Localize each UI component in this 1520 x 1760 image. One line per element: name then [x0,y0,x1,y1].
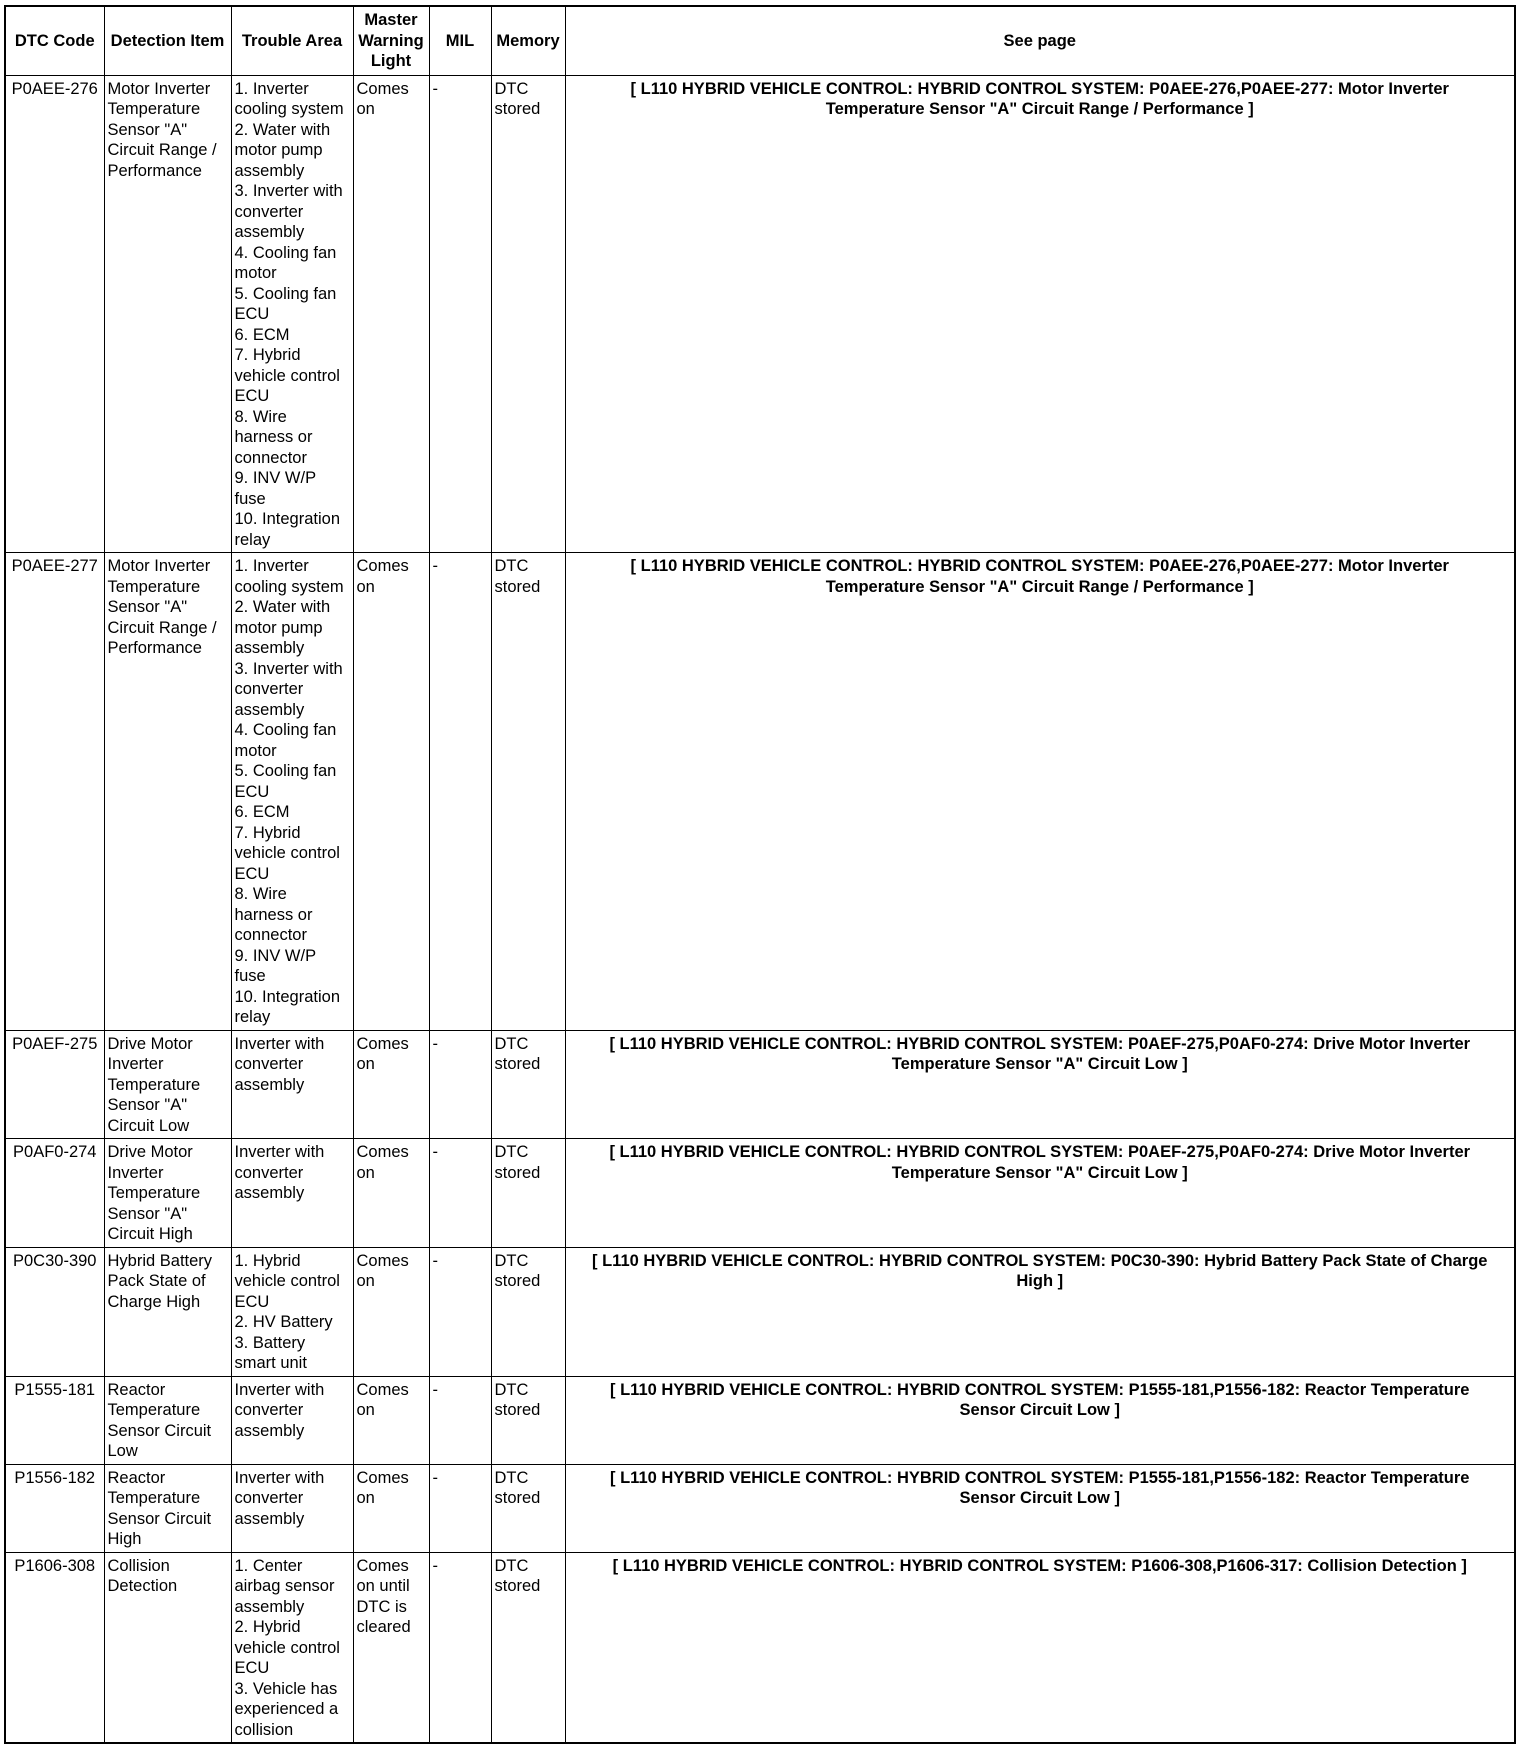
dtc-code-cell: P0AF0-274 [5,1139,104,1248]
trouble-area-cell [231,1464,353,1552]
trouble-area-line: 3. Inverter with [234,182,343,200]
see-page-link-line[interactable]: Temperature Sensor "A" Circuit Range / Performance ] [825,577,1254,596]
see-page-link-line[interactable]: Temperature Sensor "A" Circuit Low ] [891,1163,1188,1182]
trouble-area-line: fuse [234,967,266,985]
trouble-area-line: ECU [234,1659,270,1677]
trouble-area-line: 5. Cooling fan [234,762,337,780]
mil-cell: - [429,1464,491,1552]
see-page-link-line[interactable]: [ L110 HYBRID VEHICLE CONTROL: HYBRID CONTROL SYSTEM: P1555-181,P1556-182: Reactor Temperature [610,1380,1470,1399]
see-page-link-line[interactable]: [ L110 HYBRID VEHICLE CONTROL: HYBRID CONTROL SYSTEM: P0AEF-275,P0AF0-274: Drive Motor Inverter [609,1034,1471,1053]
trouble-area-line: fuse [234,489,266,508]
trouble-area-cell [231,75,353,553]
master-warning-light-line: Comes [356,1556,409,1575]
trouble-area-line: Inverter with [234,1034,325,1053]
see-page-link-line[interactable]: [ L110 HYBRID VEHICLE CONTROL: HYBRID CONTROL SYSTEM: P1606-308,P1606-317: Collision Detection ] [612,1556,1467,1575]
master-warning-light-line: Comes [356,79,409,98]
memory-line: DTC [494,79,529,98]
dtc-code-cell: P0AEF-275 [5,1030,104,1139]
header-see-page: See page [565,6,1515,75]
detection-item-line: Temperature [107,1184,201,1202]
memory-cell [491,1376,565,1464]
trouble-area-line: 1. Inverter [234,557,309,575]
memory-line: stored [494,1401,541,1419]
trouble-area-line: harness or [234,905,313,924]
trouble-area-line: Inverter with [234,1468,325,1487]
trouble-area-line: 2. Hybrid [234,1618,301,1636]
detection-item-line: Temperature [107,1075,201,1094]
trouble-area-line: assembly [234,223,305,241]
memory-line: stored [494,1489,541,1507]
mil-cell: - [429,1030,491,1139]
trouble-area-cell [231,553,353,1031]
dtc-code-cell: P1606-308 [5,1552,104,1743]
mil-cell: - [429,553,491,1031]
see-page-cell [565,1139,1515,1248]
trouble-area-line: converter [234,1055,304,1073]
detection-item-line: Low [107,1442,138,1460]
memory-line: stored [494,1272,541,1290]
see-page-cell [565,1030,1515,1139]
detection-item-line: Reactor [107,1468,166,1487]
trouble-area-line: harness or [234,428,313,446]
master-warning-light-line: on until [356,1577,410,1595]
see-page-cell [565,75,1515,553]
trouble-area-cell [231,1552,353,1743]
table-row [5,1552,1515,1743]
detection-item-line: Motor Inverter [107,557,211,575]
trouble-area-line: ECU [234,305,270,323]
detection-item-cell [104,1139,231,1248]
see-page-link-line[interactable]: Temperature Sensor "A" Circuit Low ] [891,1055,1188,1073]
trouble-area-line: 1. Inverter [234,79,309,98]
trouble-area-line: 3. Vehicle has [234,1679,338,1698]
trouble-area-line: 2. Water with [234,598,331,616]
memory-cell [491,1030,565,1139]
trouble-area-line: smart unit [234,1354,307,1372]
header-detection-item: Detection Item [104,6,231,75]
mil-cell: - [429,1247,491,1376]
header-trouble-area: Trouble Area [231,6,353,75]
trouble-area-line: 4. Cooling fan [234,721,337,739]
trouble-area-cell [231,1247,353,1376]
memory-line: DTC [494,557,529,575]
trouble-area-line: Inverter with [234,1143,325,1161]
master-warning-light-cell [353,1464,429,1552]
trouble-area-line: vehicle control [234,1638,340,1657]
header-mil: MIL [429,6,491,75]
trouble-area-line: ECU [234,864,270,883]
memory-cell [491,1247,565,1376]
trouble-area-line: Inverter with [234,1380,325,1399]
table-row [5,553,1515,1031]
memory-cell [491,553,565,1031]
table-header-row [5,6,1515,75]
trouble-area-line: 5. Cooling fan [234,284,337,303]
memory-cell [491,75,565,553]
see-page-link-line[interactable]: [ L110 HYBRID VEHICLE CONTROL: HYBRID CONTROL SYSTEM: P1555-181,P1556-182: Reactor Temperature [610,1468,1470,1487]
trouble-area-line: vehicle control [234,366,340,385]
detection-item-line: Sensor Circuit [107,1421,212,1440]
table-row [5,1139,1515,1248]
see-page-link-line[interactable]: Sensor Circuit Low ] [959,1401,1120,1419]
master-warning-light-cell [353,1247,429,1376]
table-row [5,1464,1515,1552]
trouble-area-line: 8. Wire [234,885,287,903]
trouble-area-line: 9. INV W/P [234,946,317,965]
trouble-area-line: ECU [234,1292,270,1311]
memory-line: stored [494,1577,541,1595]
detection-item-line: Performance [107,161,202,180]
trouble-area-line: assembly [234,700,305,719]
mil-cell: - [429,1552,491,1743]
detection-item-cell [104,1030,231,1139]
trouble-area-line: airbag sensor [234,1577,335,1595]
table-row [5,1030,1515,1139]
trouble-area-line: converter [234,1489,304,1507]
see-page-cell [565,1552,1515,1743]
trouble-area-line: vehicle control [234,1272,340,1290]
trouble-area-line: 10. Integration [234,510,340,528]
trouble-area-line: cooling system [234,100,344,118]
dtc-code-cell: P1555-181 [5,1376,104,1464]
trouble-area-line: converter [234,1163,304,1182]
detection-item-line: Circuit Range / [107,141,217,159]
dtc-table-container [4,5,1514,1744]
trouble-area-line: 6. ECM [234,803,290,821]
master-warning-light-line: Comes [356,1468,409,1487]
memory-line: DTC [494,1251,529,1270]
master-warning-light-line: Comes [356,557,409,575]
detection-item-line: High [107,1530,142,1548]
master-warning-light-cell [353,1376,429,1464]
detection-item-line: Drive Motor [107,1034,193,1053]
trouble-area-line: 2. HV Battery [234,1313,333,1331]
detection-item-line: Temperature [107,577,201,596]
dtc-table-body [5,75,1515,1743]
table-row [5,1247,1515,1376]
trouble-area-line: connector [234,926,307,944]
detection-item-line: Detection [107,1577,178,1595]
detection-item-line: Pack State of [107,1272,206,1290]
detection-item-line: Sensor "A" [107,1096,188,1114]
see-page-link-line[interactable]: [ L110 HYBRID VEHICLE CONTROL: HYBRID CONTROL SYSTEM: P0C30-390: Hybrid Battery Pack State of Charge [592,1251,1488,1270]
trouble-area-cell [231,1376,353,1464]
see-page-link-line[interactable]: Temperature Sensor "A" Circuit Range / Performance ] [825,100,1254,118]
detection-item-line: Performance [107,639,202,657]
memory-line: DTC [494,1380,529,1399]
mil-cell: - [429,1139,491,1248]
dtc-code-cell: P1556-182 [5,1464,104,1552]
master-warning-light-line: on [356,1401,375,1419]
trouble-area-line: assembly [234,639,305,657]
detection-item-line: Inverter [107,1163,164,1182]
trouble-area-line: converter [234,1401,304,1419]
master-warning-light-line: on [356,1055,375,1073]
detection-item-line: Drive Motor [107,1143,193,1161]
memory-line: DTC [494,1556,529,1575]
header-dtc-code: DTC Code [5,6,104,75]
detection-item-cell [104,1247,231,1376]
detection-item-line: Reactor [107,1380,166,1399]
detection-item-cell [104,1376,231,1464]
detection-item-cell [104,75,231,553]
trouble-area-line: 2. Water with [234,120,331,139]
detection-item-cell [104,553,231,1031]
header-mwl-line: Master [364,11,418,29]
master-warning-light-cell [353,1552,429,1743]
master-warning-light-line: on [356,1489,375,1507]
detection-item-line: Temperature [107,100,201,118]
detection-item-line: Motor Inverter [107,79,211,98]
master-warning-light-line: on [356,577,375,596]
master-warning-light-line: cleared [356,1618,411,1636]
trouble-area-line: vehicle control [234,844,340,862]
trouble-area-line: 8. Wire [234,407,287,426]
table-row [5,1376,1515,1464]
memory-line: stored [494,1055,541,1073]
trouble-area-line: relay [234,530,271,549]
trouble-area-line: 4. Cooling fan [234,243,337,262]
detection-item-line: Sensor "A" [107,1204,188,1223]
master-warning-light-cell [353,553,429,1031]
header-mwl-line: Light [370,52,412,70]
dtc-code-cell: P0AEE-276 [5,75,104,553]
master-warning-light-line: Comes [356,1143,409,1161]
see-page-link-line[interactable]: [ L110 HYBRID VEHICLE CONTROL: HYBRID CONTROL SYSTEM: P0AEE-276,P0AEE-277: Motor Inverter [630,557,1449,575]
dtc-code-cell: P0AEE-277 [5,553,104,1031]
header-master-warning-light [353,6,429,75]
header-memory: Memory [491,6,565,75]
trouble-area-line: motor pump [234,618,323,637]
see-page-link-line[interactable]: High ] [1016,1272,1064,1290]
master-warning-light-line: Comes [356,1034,409,1053]
detection-item-cell [104,1464,231,1552]
trouble-area-line: 6. ECM [234,325,290,344]
master-warning-light-line: on [356,1272,375,1290]
trouble-area-line: collision [234,1720,294,1739]
trouble-area-line: connector [234,448,307,467]
master-warning-light-line: Comes [356,1251,409,1270]
trouble-area-line: 9. INV W/P [234,469,317,487]
detection-item-line: Charge High [107,1292,201,1311]
table-row [5,75,1515,553]
memory-line: DTC [494,1468,529,1487]
trouble-area-line: motor pump [234,141,323,159]
trouble-area-line: assembly [234,161,305,180]
trouble-area-line: assembly [234,1184,305,1202]
memory-cell [491,1464,565,1552]
memory-line: DTC [494,1034,529,1053]
trouble-area-line: converter [234,680,304,698]
master-warning-light-line: on [356,100,375,118]
memory-line: stored [494,577,541,596]
see-page-link-line[interactable]: Sensor Circuit Low ] [959,1489,1120,1507]
master-warning-light-line: DTC is [356,1597,407,1616]
detection-item-cell [104,1552,231,1743]
trouble-area-line: assembly [234,1597,305,1616]
detection-item-line: Circuit High [107,1225,193,1243]
mil-cell: - [429,1376,491,1464]
trouble-area-line: 1. Hybrid [234,1251,301,1270]
detection-item-line: Circuit Range / [107,618,217,637]
trouble-area-line: motor [234,264,277,282]
master-warning-light-cell [353,1030,429,1139]
trouble-area-line: 3. Battery [234,1333,306,1352]
mil-cell: - [429,75,491,553]
see-page-cell [565,1464,1515,1552]
detection-item-line: Circuit Low [107,1116,190,1135]
master-warning-light-cell [353,75,429,553]
trouble-area-cell [231,1139,353,1248]
header-mwl-line: Warning [358,31,424,50]
master-warning-light-line: Comes [356,1380,409,1399]
detection-item-line: Temperature [107,1401,201,1419]
trouble-area-line: 7. Hybrid [234,346,301,364]
see-page-cell [565,1247,1515,1376]
memory-cell [491,1552,565,1743]
memory-line: stored [494,1163,541,1182]
detection-item-line: Sensor "A" [107,120,188,139]
trouble-area-line: assembly [234,1421,305,1440]
detection-item-line: Inverter [107,1055,164,1073]
trouble-area-line: ECU [234,782,270,801]
memory-cell [491,1139,565,1248]
trouble-area-line: relay [234,1008,271,1026]
trouble-area-line: experienced a [234,1700,339,1718]
see-page-link-line[interactable]: [ L110 HYBRID VEHICLE CONTROL: HYBRID CONTROL SYSTEM: P0AEE-276,P0AEE-277: Motor Inverter [630,79,1449,98]
trouble-area-line: 10. Integration [234,987,340,1006]
trouble-area-line: ECU [234,387,270,405]
see-page-cell [565,553,1515,1031]
detection-item-line: Collision [107,1556,170,1575]
trouble-area-line: 7. Hybrid [234,823,301,842]
master-warning-light-line: on [356,1163,375,1182]
memory-line: stored [494,100,541,118]
see-page-cell [565,1376,1515,1464]
trouble-area-cell [231,1030,353,1139]
trouble-area-line: 1. Center [234,1556,303,1575]
trouble-area-line: motor [234,741,277,760]
trouble-area-line: assembly [234,1509,305,1528]
detection-item-line: Sensor Circuit [107,1509,212,1528]
trouble-area-line: cooling system [234,577,344,596]
memory-line: DTC [494,1143,529,1161]
master-warning-light-cell [353,1139,429,1248]
trouble-area-line: converter [234,202,304,221]
dtc-table [4,5,1516,1744]
dtc-code-cell: P0C30-390 [5,1247,104,1376]
trouble-area-line: assembly [234,1075,305,1094]
detection-item-line: Sensor "A" [107,598,188,616]
detection-item-line: Hybrid Battery [107,1251,213,1270]
trouble-area-line: 3. Inverter with [234,659,343,678]
detection-item-line: Temperature [107,1489,201,1507]
see-page-link-line[interactable]: [ L110 HYBRID VEHICLE CONTROL: HYBRID CONTROL SYSTEM: P0AEF-275,P0AF0-274: Drive Motor Inverter [609,1143,1471,1161]
